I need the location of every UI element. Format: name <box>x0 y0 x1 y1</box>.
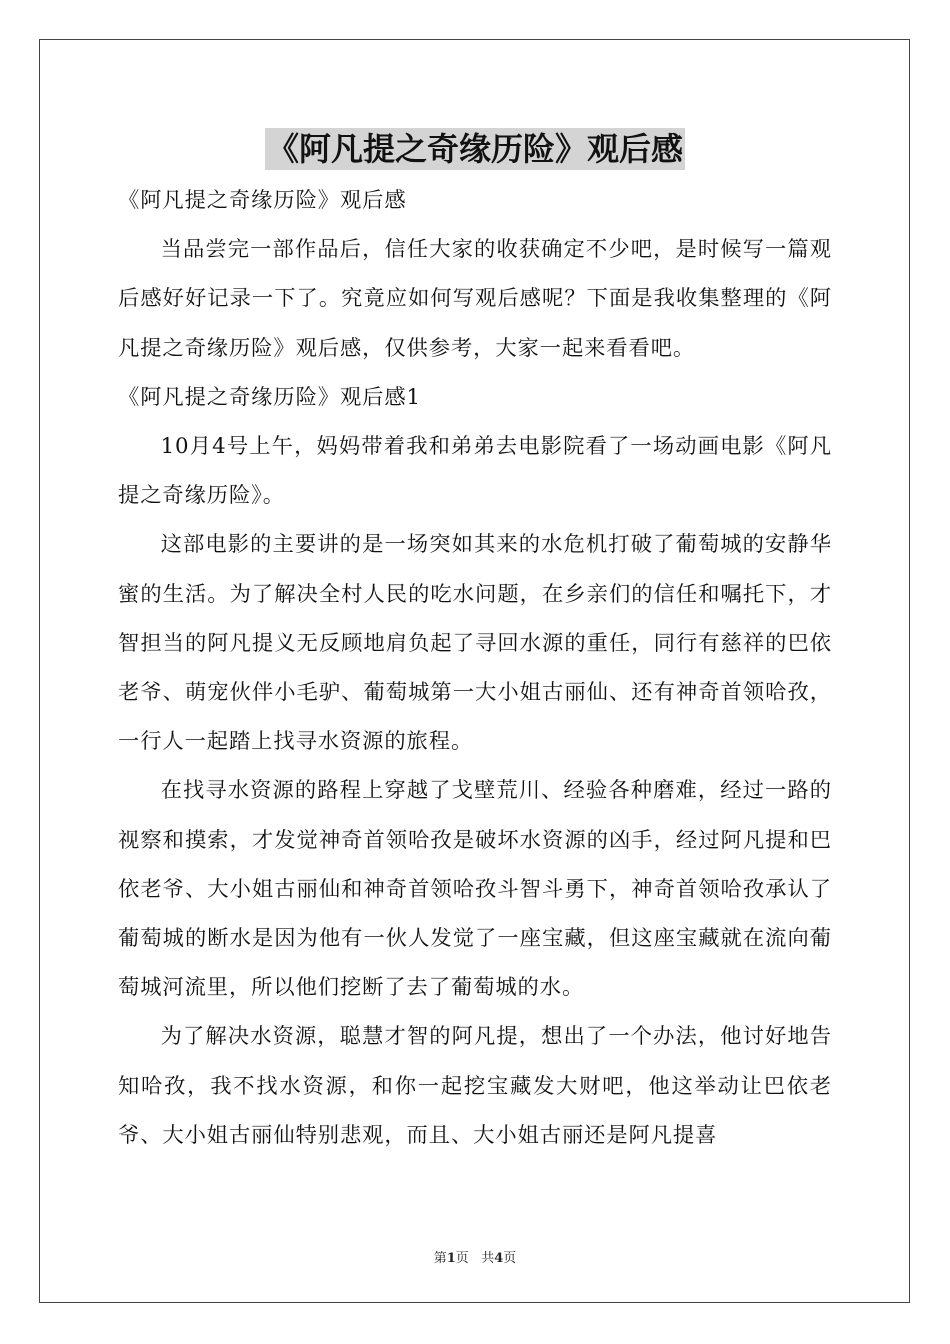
paragraph: 这部电影的主要讲的是一场突如其来的水危机打破了葡萄城的安静华蜜的生活。为了解决全村人民的吃水问题，在乡亲们的信任和嘱托下，才智担当的阿凡提义无反顾地肩负起了寻回水源的重任，同行有慈祥的巴依老爷、萌宠伙伴小毛驴、葡萄城第一大小姐古丽仙、还有神奇首领哈孜，一行人一起踏上找寻水资源的旅程。 <box>118 532 832 755</box>
footer-page-suffix: 页 <box>455 1251 469 1266</box>
page-footer <box>0 1247 950 1266</box>
paragraph: 在找寻水资源的路程上穿越了戈壁荒川、经验各种磨难，经过一路的视察和摸索，才发觉神奇首领哈孜是破坏水资源的凶手，经过阿凡提和巴依老爷、大小姐古丽仙和神奇首领哈孜斗智斗勇下，神奇首领哈孜承认了葡萄城的断水是因为他有一伙人发觉了一座宝藏，但这座宝藏就在流向葡萄城河流里，所以他们挖断了去了葡萄城的水。 <box>118 778 832 1001</box>
paragraph: 当品尝完一部作品后，信任大家的收获确定不少吧，是时候写一篇观后感好好记录一下了。究竟应如何写观后感呢？下面是我收集整理的《阿凡提之奇缘历险》观后感，仅供参考，大家一起来看看吧。 <box>118 237 832 361</box>
footer-total-suffix: 页 <box>503 1251 517 1266</box>
current-page-number: 1 <box>446 1251 456 1266</box>
title-container <box>0 128 950 170</box>
document-body <box>118 176 832 1160</box>
footer-prefix: 第 <box>433 1251 447 1266</box>
footer-total-prefix: 共 <box>481 1251 495 1266</box>
paragraph: 为了解决水资源，聪慧才智的阿凡提，想出了一个办法，他讨好地告知哈孜，我不找水资源，和你一起挖宝藏发大财吧，他这举动让巴依老爷、大小姐古丽仙特别悲观，而且、大小姐古丽还是阿凡提喜 <box>118 1024 832 1148</box>
total-pages-number: 4 <box>494 1251 504 1266</box>
paragraph: 《阿凡提之奇缘历险》观后感 <box>118 188 407 213</box>
paragraph: 10月4号上午，妈妈带着我和弟弟去电影院看了一场动画电影《阿凡提之奇缘历险》。 <box>118 434 832 509</box>
document-title: 《阿凡提之奇缘历险》观后感 <box>266 130 683 168</box>
paragraph: 《阿凡提之奇缘历险》观后感1 <box>118 384 422 410</box>
